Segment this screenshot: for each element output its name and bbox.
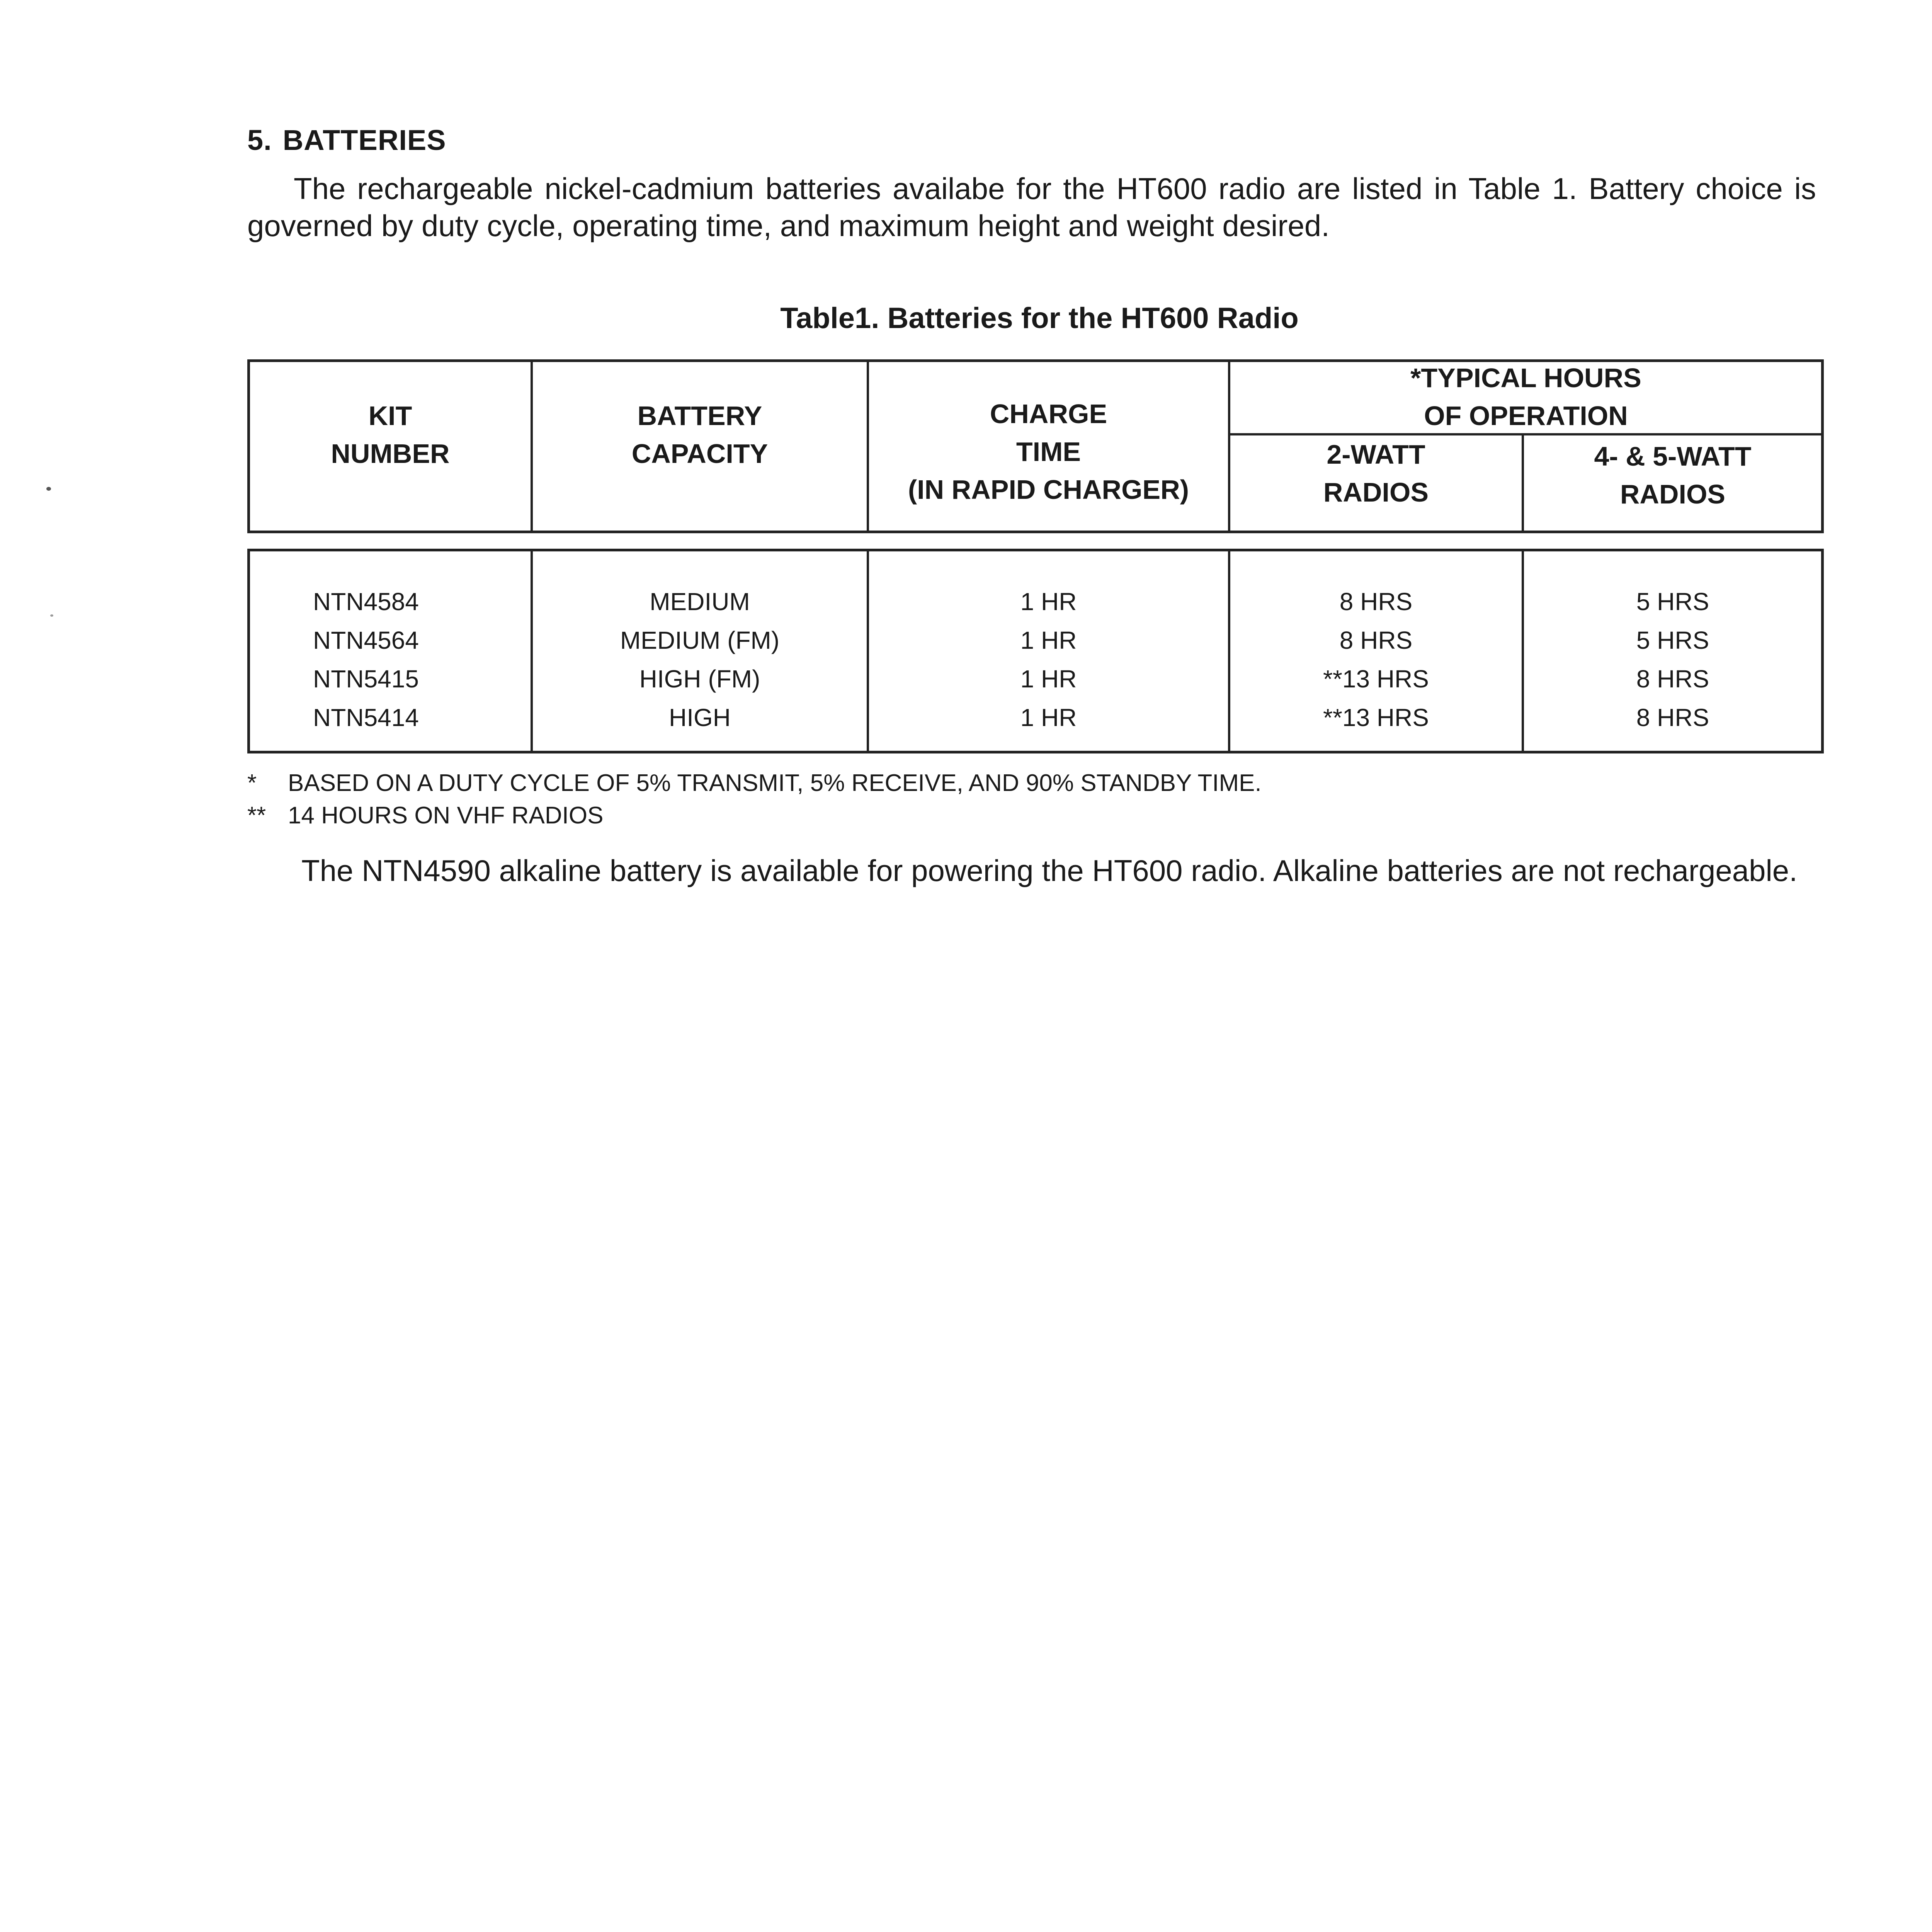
table-cell: MEDIUM (FM) xyxy=(620,626,780,654)
table-cell: 8 HRS xyxy=(1339,588,1413,616)
table-cell: HIGH (FM) xyxy=(639,665,760,693)
table-cell: NTN5415 xyxy=(313,665,419,693)
kit-number-column xyxy=(250,582,482,737)
section-title: BATTERIES xyxy=(282,124,446,156)
table-header xyxy=(247,359,1824,533)
table-cell: 8 HRS xyxy=(1636,704,1709,731)
capacity-column xyxy=(533,582,867,737)
table-cell: 1 HR xyxy=(1020,588,1077,616)
table-footnotes xyxy=(247,767,1262,832)
table-cell: 1 HR xyxy=(1020,665,1077,693)
closing-paragraph: The NTN4590 alkaline battery is available for powering the HT600 radio. Alkaline batteries are not rechargeable. xyxy=(301,854,1798,888)
table-cell: HIGH xyxy=(669,704,731,731)
header-typical-hours: *TYPICAL HOURS OF OPERATION xyxy=(1410,363,1641,431)
scan-speck xyxy=(46,487,51,491)
table-body xyxy=(247,549,1824,753)
charge-time-column xyxy=(869,582,1228,737)
table-cell: 5 HRS xyxy=(1636,626,1709,654)
intro-paragraph: The rechargeable nickel-cadmium batteries availabe for the HT600 radio are listed in Table 1. Battery choice is governed by duty cycle, operating time, and maximum height and weight desired. xyxy=(247,172,1816,243)
header-4-5-watt: 4- & 5-WATT RADIOS xyxy=(1594,441,1752,509)
header-battery-capacity: BATTERY CAPACITY xyxy=(631,401,768,469)
table-caption: Table1. Batteries for the HT600 Radio xyxy=(780,302,1299,335)
header-charge-time: CHARGE TIME (IN RAPID CHARGER) xyxy=(908,399,1189,505)
section-number: 5. xyxy=(247,124,272,156)
four-five-watt-column xyxy=(1524,582,1821,737)
scan-speck xyxy=(50,614,53,617)
header-kit-number: KIT NUMBER xyxy=(331,401,450,469)
footnote: ** 14 HOURS ON VHF RADIOS xyxy=(247,802,604,829)
section-heading xyxy=(247,124,446,156)
table-cell: **13 HRS xyxy=(1323,704,1429,731)
table-cell: 5 HRS xyxy=(1636,588,1709,616)
table-cell: 8 HRS xyxy=(1339,626,1413,654)
footnote: * BASED ON A DUTY CYCLE OF 5% TRANSMIT, 5% RECEIVE, AND 90% STANDBY TIME. xyxy=(247,770,1262,796)
table-cell: 1 HR xyxy=(1020,626,1077,654)
table-cell: NTN5414 xyxy=(313,704,419,731)
table-cell: NTN4564 xyxy=(313,626,419,654)
two-watt-column xyxy=(1230,582,1522,737)
table-cell: MEDIUM xyxy=(650,588,750,616)
table-cell: 1 HR xyxy=(1020,704,1077,731)
table-cell: 8 HRS xyxy=(1636,665,1709,693)
table-cell: **13 HRS xyxy=(1323,665,1429,693)
header-2-watt: 2-WATT RADIOS xyxy=(1323,439,1429,507)
table-cell: NTN4584 xyxy=(313,588,419,616)
